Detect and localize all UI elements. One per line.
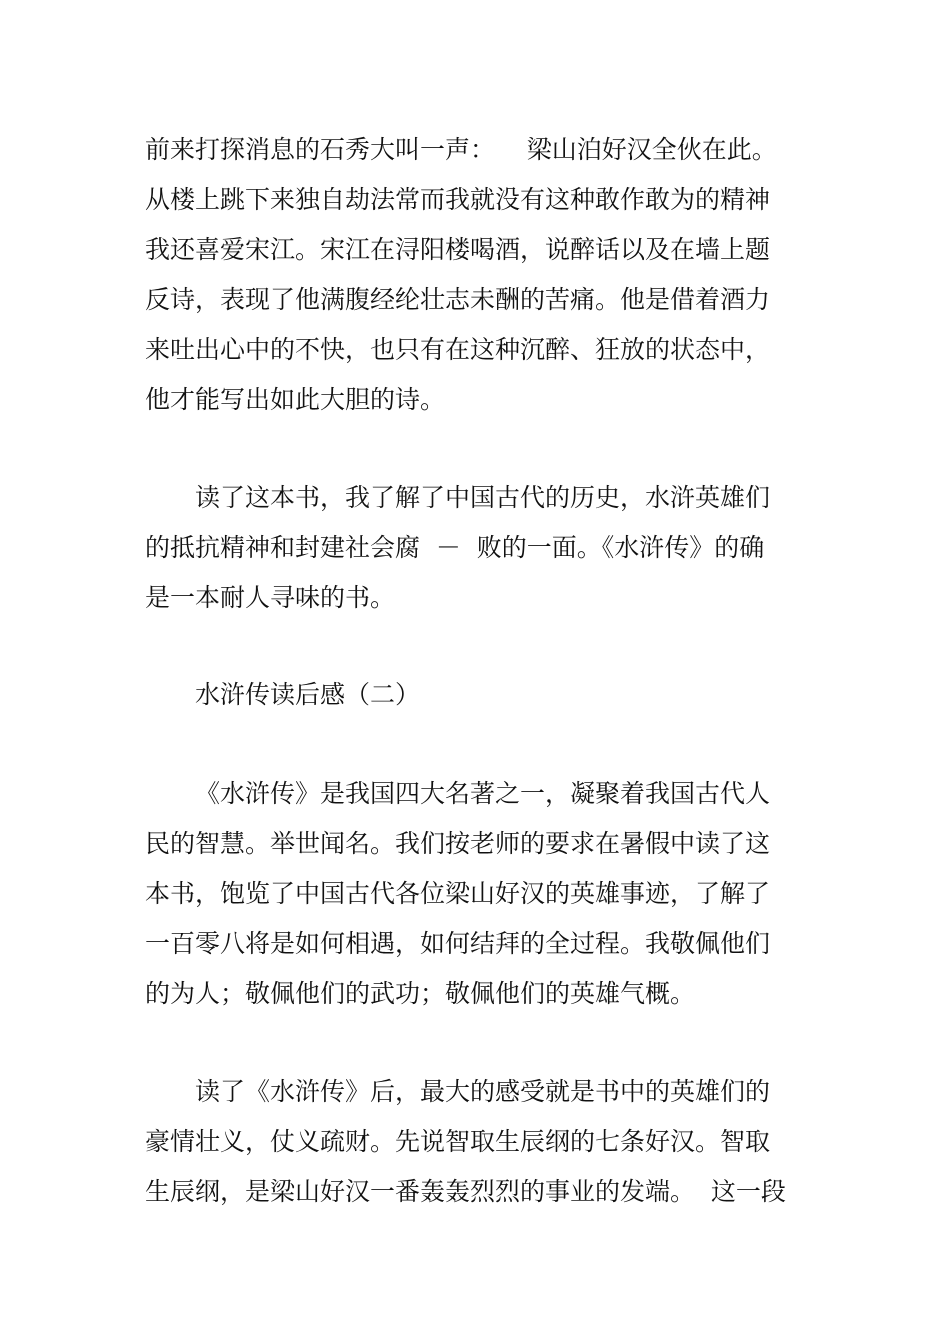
text-line: 是一本耐人寻味的书。 bbox=[145, 583, 396, 612]
text-line: 读了《水浒传》后，最大的感受就是书中的英雄们的 bbox=[195, 1077, 771, 1106]
text-line: 《水浒传》是我国四大名著之一，凝聚着我国古代人 bbox=[195, 779, 771, 808]
text-line: 一百零八将是如何相遇，如何结拜的全过程。我敬佩他们 bbox=[145, 929, 771, 958]
text-line: 生辰纲，是梁山好汉一番轰轰烈烈的事业的发端。 这一段 bbox=[145, 1177, 786, 1206]
text-line: 的为人；敬佩他们的武功；敬佩他们的英雄气概。 bbox=[145, 979, 696, 1008]
text-line: 从楼上跳下来独自劫法常而我就没有这种敢作敢为的精神 bbox=[145, 185, 771, 214]
text-line: 本书，饱览了中国古代各位梁山好汉的英雄事迹，了解了 bbox=[145, 879, 771, 908]
text-line: 的抵抗精神和封建社会腐 － 败的一面。《水浒传》的确 bbox=[145, 533, 765, 562]
text-line: 来吐出心中的不快，也只有在这种沉醉、狂放的状态中， bbox=[145, 335, 771, 364]
text-line: 他才能写出如此大胆的诗。 bbox=[145, 385, 446, 414]
text-line: 我还喜爱宋江。宋江在浔阳楼喝酒，说醉话以及在墙上题 bbox=[145, 235, 771, 264]
text-line: 反诗，表现了他满腹经纶壮志未酬的苦痛。他是借着酒力 bbox=[145, 285, 771, 314]
text-line: 民的智慧。举世闻名。我们按老师的要求在暑假中读了这 bbox=[145, 829, 771, 858]
text-line: 前来打探消息的石秀大叫一声： 梁山泊好汉全伙在此。 bbox=[145, 135, 777, 164]
text-line: 读了这本书，我了解了中国古代的历史，水浒英雄们 bbox=[195, 483, 771, 512]
section-heading: 水浒传读后感（二） bbox=[195, 680, 421, 709]
text-line: 豪情壮义，仗义疏财。先说智取生辰纲的七条好汉。智取 bbox=[145, 1127, 771, 1156]
